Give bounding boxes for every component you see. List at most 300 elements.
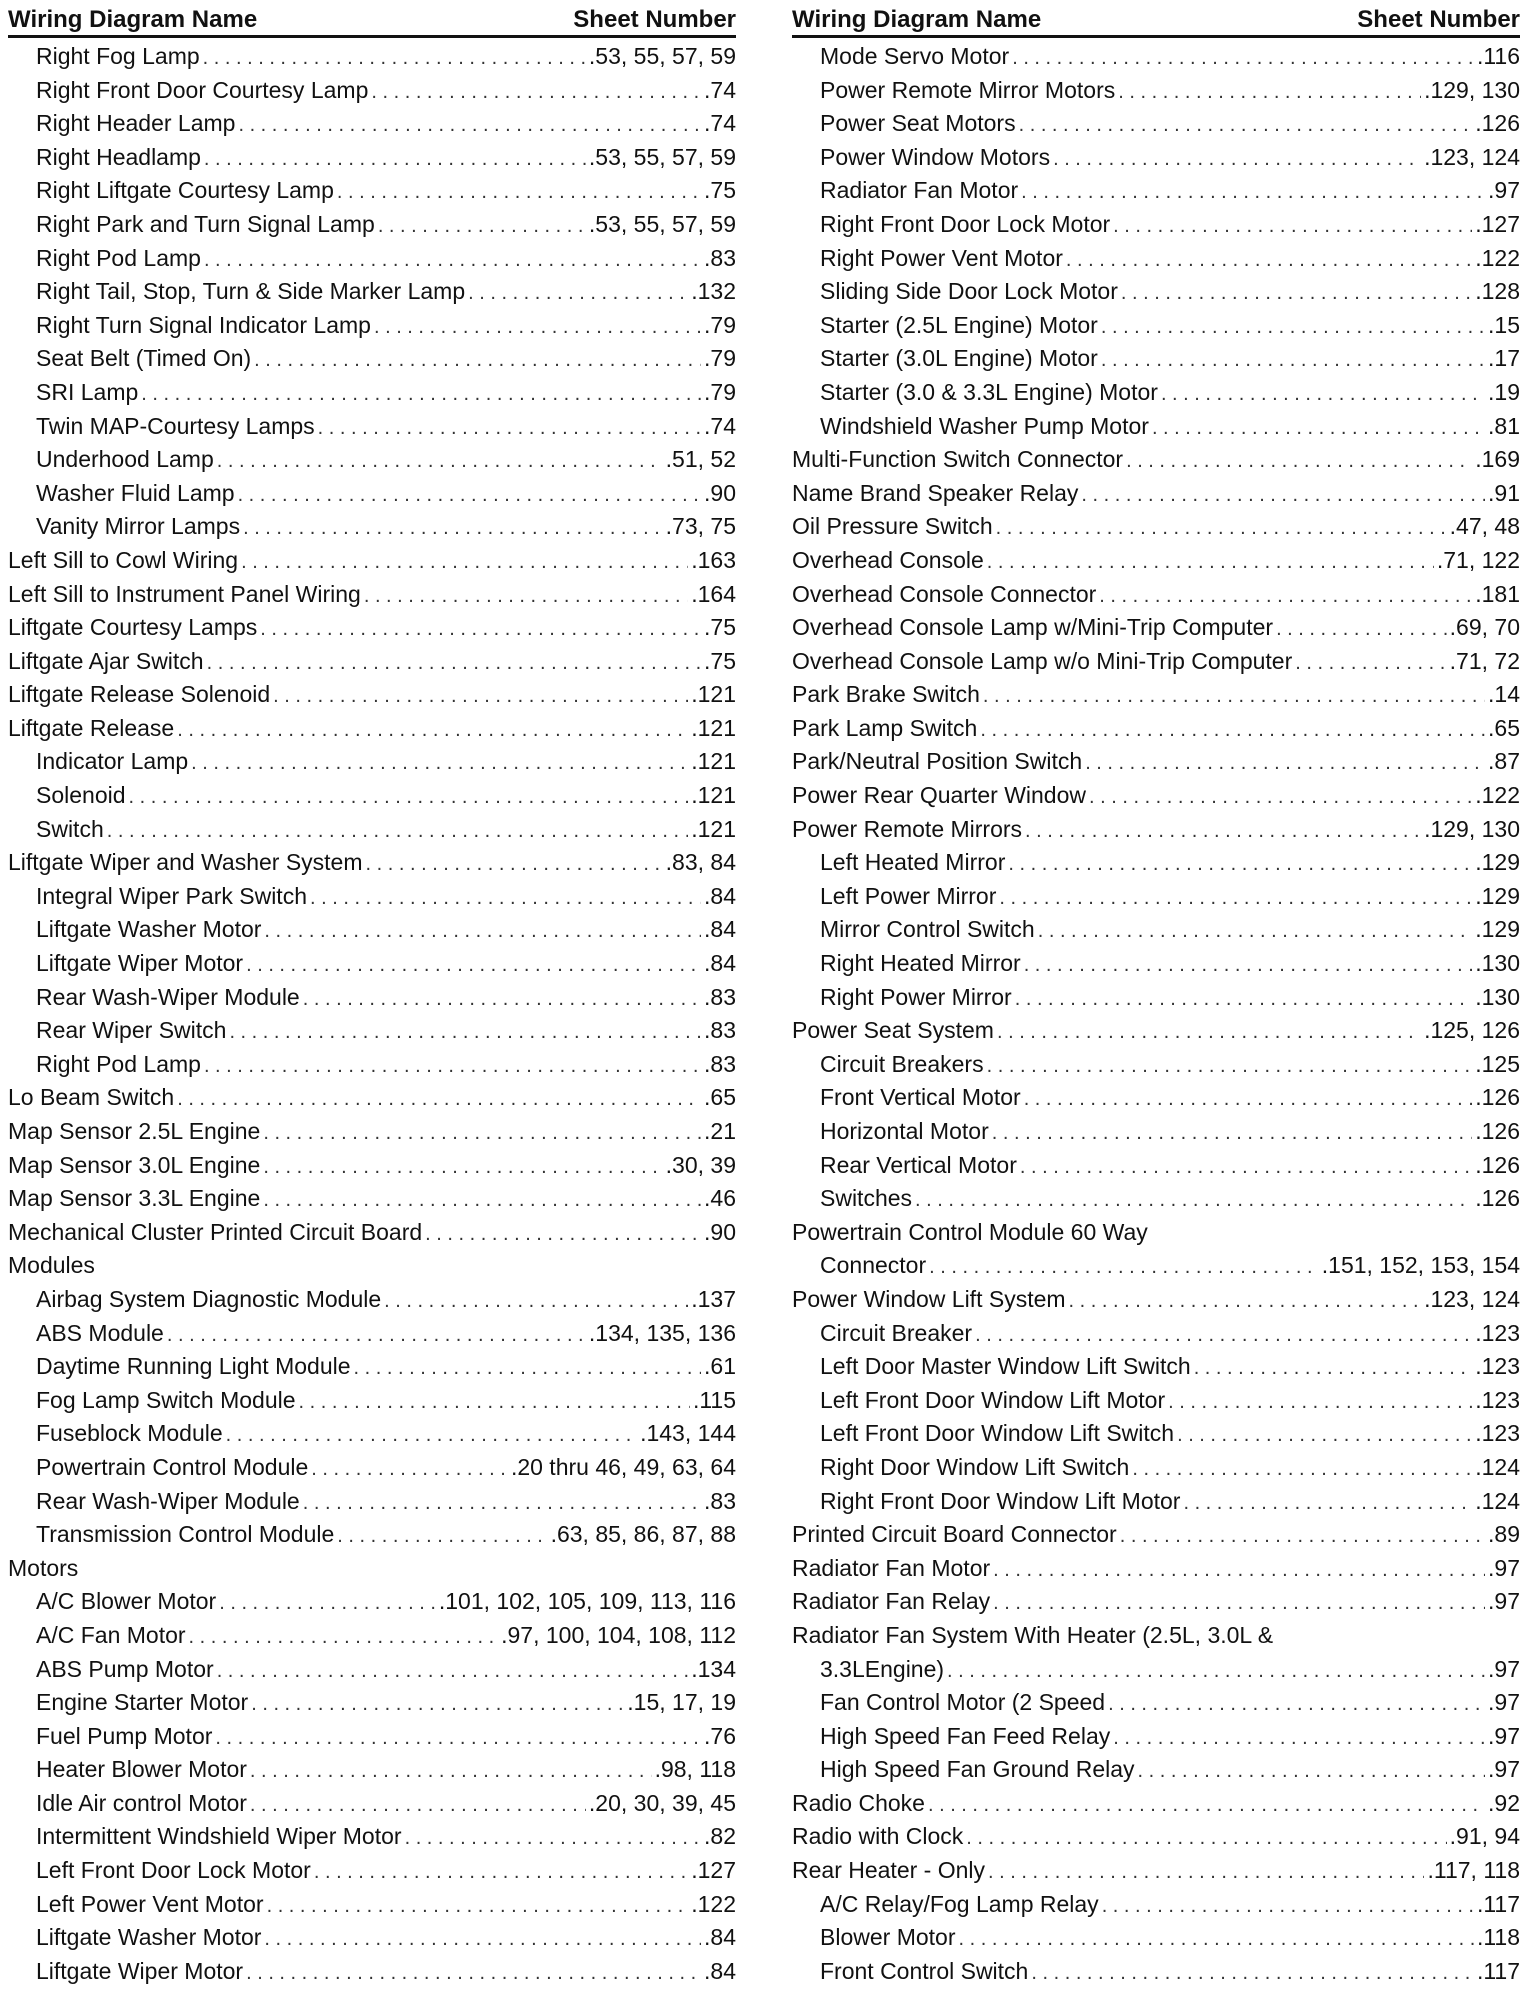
entry-name: 3.3LEngine) bbox=[820, 1655, 945, 1682]
entry-sheet-number: .118 bbox=[1476, 1924, 1520, 1951]
entry-sheet-number: .92 bbox=[1488, 1789, 1520, 1816]
entry-sheet-number: .123 bbox=[1475, 1420, 1520, 1447]
dot-leader bbox=[263, 1117, 701, 1151]
entry-name: Starter (2.5L Engine) Motor bbox=[820, 311, 1098, 338]
dot-leader bbox=[1015, 983, 1473, 1017]
entry-name: Rear Wash-Wiper Module bbox=[36, 1487, 300, 1514]
entry-name: ABS Module bbox=[36, 1319, 164, 1346]
index-entry bbox=[8, 275, 736, 309]
index-entry bbox=[8, 309, 736, 343]
index-entry bbox=[792, 74, 1520, 108]
dot-leader bbox=[107, 815, 688, 849]
entry-sheet-number: .47, 48 bbox=[1449, 513, 1520, 540]
index-entry bbox=[8, 846, 736, 880]
entry-sheet-number: .30, 39 bbox=[665, 1151, 736, 1178]
index-entry bbox=[8, 1417, 736, 1451]
dot-leader bbox=[371, 76, 701, 110]
index-entry bbox=[792, 1552, 1520, 1586]
entry-name: Liftgate Washer Motor bbox=[36, 1924, 262, 1951]
dot-leader bbox=[207, 647, 701, 681]
entry-sheet-number: .53, 55, 57, 59 bbox=[588, 143, 736, 170]
entry-name: Multi-Function Switch Connector bbox=[792, 446, 1124, 473]
index-entry bbox=[8, 645, 736, 679]
entry-sheet-number: .79 bbox=[704, 345, 736, 372]
entry-name: Starter (3.0L Engine) Motor bbox=[820, 345, 1098, 372]
entry-name: Mirror Control Switch bbox=[820, 916, 1035, 943]
dot-leader bbox=[141, 378, 701, 412]
dot-leader bbox=[217, 445, 663, 479]
index-entry bbox=[8, 1619, 736, 1653]
dot-leader bbox=[177, 1083, 701, 1117]
dot-leader bbox=[929, 1251, 1319, 1285]
index-entry bbox=[792, 174, 1520, 208]
dot-leader bbox=[246, 1957, 701, 1991]
entry-name: A/C Blower Motor bbox=[36, 1588, 217, 1615]
dot-leader bbox=[1177, 1419, 1472, 1453]
dot-leader bbox=[241, 546, 688, 580]
entry-name: Radio Choke bbox=[792, 1789, 925, 1816]
index-entry bbox=[8, 1820, 736, 1854]
dot-leader bbox=[1152, 412, 1485, 446]
entry-sheet-number: .123, 124 bbox=[1424, 143, 1520, 170]
index-entry bbox=[792, 1451, 1520, 1485]
index-entry bbox=[792, 645, 1520, 679]
entry-sheet-number: .123 bbox=[1475, 1386, 1520, 1413]
index-entry bbox=[8, 107, 736, 141]
dot-leader bbox=[203, 42, 586, 76]
entry-name: Radio with Clock bbox=[792, 1823, 964, 1850]
entry-name: Liftgate Wiper Motor bbox=[36, 950, 244, 977]
column-header bbox=[792, 6, 1520, 38]
wiring-diagram-name-heading: Wiring Diagram Name bbox=[8, 6, 258, 33]
dot-leader bbox=[204, 1050, 701, 1084]
entry-sheet-number: .130 bbox=[1475, 950, 1520, 977]
index-entry bbox=[792, 813, 1520, 847]
entry-name: Right Liftgate Courtesy Lamp bbox=[36, 177, 334, 204]
entry-sheet-number: .98, 118 bbox=[654, 1756, 736, 1783]
entry-sheet-number: .143, 144 bbox=[640, 1420, 736, 1447]
dot-leader bbox=[993, 1554, 1485, 1588]
sheet-number-heading: Sheet Number bbox=[1357, 6, 1520, 33]
entry-sheet-number: .15 bbox=[1488, 311, 1520, 338]
entry-sheet-number: .83 bbox=[704, 1017, 736, 1044]
entry-name: Modules bbox=[8, 1252, 95, 1279]
entry-sheet-number: .97 bbox=[1488, 1554, 1520, 1581]
index-entry bbox=[792, 1350, 1520, 1384]
entry-sheet-number: .126 bbox=[1475, 110, 1520, 137]
dot-leader bbox=[1138, 1755, 1485, 1789]
entry-sheet-number: .123 bbox=[1475, 1353, 1520, 1380]
index-entry bbox=[792, 107, 1520, 141]
entry-sheet-number: .97 bbox=[1488, 1722, 1520, 1749]
index-entry bbox=[8, 74, 736, 108]
dot-leader bbox=[299, 1386, 690, 1420]
index-entry bbox=[8, 578, 736, 612]
entry-sheet-number: .126 bbox=[1475, 1118, 1520, 1144]
index-entry bbox=[792, 678, 1520, 712]
index-entry bbox=[8, 544, 736, 578]
entry-name: Park Lamp Switch bbox=[792, 714, 978, 741]
entry-name: Sliding Side Door Lock Motor bbox=[820, 278, 1118, 305]
entry-sheet-number: .124 bbox=[1475, 1453, 1520, 1480]
entry-name: Left Power Mirror bbox=[820, 882, 997, 909]
entry-name: Right Pod Lamp bbox=[36, 244, 201, 271]
index-entry bbox=[792, 1720, 1520, 1754]
entry-sheet-number: .127 bbox=[691, 1857, 736, 1884]
entry-name: Park/Neutral Position Switch bbox=[792, 748, 1083, 775]
dot-leader bbox=[1126, 445, 1472, 479]
entry-sheet-number: .121 bbox=[691, 748, 736, 775]
index-entry bbox=[792, 1384, 1520, 1418]
entry-name: Printed Circuit Board Connector bbox=[792, 1521, 1117, 1548]
entry-name: Underhood Lamp bbox=[36, 446, 214, 473]
entry-name: Circuit Breakers bbox=[820, 1050, 984, 1077]
index-entry bbox=[8, 376, 736, 410]
entry-name: Power Seat System bbox=[792, 1017, 994, 1044]
entry-sheet-number: .79 bbox=[704, 311, 736, 338]
sheet-number-heading: Sheet Number bbox=[573, 6, 736, 33]
entry-sheet-number: .122 bbox=[1475, 782, 1520, 809]
entry-sheet-number: .169 bbox=[1475, 446, 1520, 473]
entry-sheet-number: .83, 84 bbox=[665, 849, 736, 876]
dot-leader bbox=[263, 1184, 701, 1218]
dot-leader bbox=[204, 143, 586, 177]
entry-name: Motors bbox=[8, 1554, 79, 1581]
index-entry bbox=[792, 242, 1520, 276]
entry-name: A/C Relay/Fog Lamp Relay bbox=[820, 1890, 1099, 1917]
index-entry bbox=[792, 275, 1520, 309]
index-entry bbox=[8, 1081, 736, 1115]
index-entry bbox=[8, 1149, 736, 1183]
entry-sheet-number: .83 bbox=[704, 244, 736, 271]
index-entry bbox=[792, 1753, 1520, 1787]
dot-leader bbox=[267, 1890, 689, 1924]
index-entry bbox=[8, 1921, 736, 1955]
index-entry bbox=[8, 1485, 736, 1519]
entry-name: ABS Pump Motor bbox=[36, 1655, 214, 1682]
entry-sheet-number: .164 bbox=[691, 580, 736, 607]
entry-name: Radiator Fan System With Heater (2.5L, 3.0L & bbox=[792, 1621, 1274, 1648]
entry-sheet-number: .83 bbox=[704, 1050, 736, 1077]
dot-leader bbox=[246, 949, 701, 983]
entry-sheet-number: .74 bbox=[704, 110, 736, 137]
index-entry bbox=[792, 1921, 1520, 1955]
entry-sheet-number: .123 bbox=[1475, 1319, 1520, 1346]
index-entry bbox=[792, 443, 1520, 477]
entry-name: Left Front Door Window Lift Motor bbox=[820, 1386, 1166, 1413]
index-entry bbox=[792, 1585, 1520, 1619]
entry-sheet-number: .122 bbox=[1475, 244, 1520, 271]
index-entry bbox=[792, 1518, 1520, 1552]
index-entry bbox=[792, 1787, 1520, 1821]
entry-sheet-number: .115 bbox=[692, 1386, 736, 1413]
dot-leader bbox=[250, 1755, 652, 1789]
entry-name: Twin MAP-Courtesy Lamps bbox=[36, 412, 315, 439]
dot-leader bbox=[1053, 143, 1421, 177]
dot-leader bbox=[217, 1655, 689, 1689]
dot-leader bbox=[384, 1285, 688, 1319]
index-entry bbox=[8, 1653, 736, 1687]
left-column bbox=[8, 6, 736, 1988]
dot-leader bbox=[337, 1520, 547, 1554]
index-entry bbox=[8, 1048, 736, 1082]
dot-leader bbox=[229, 1016, 701, 1050]
dot-leader bbox=[1024, 1083, 1473, 1117]
dot-leader bbox=[250, 1789, 586, 1823]
entry-name: Map Sensor 2.5L Engine bbox=[8, 1118, 261, 1144]
index-entry bbox=[792, 578, 1520, 612]
entry-sheet-number: .91 bbox=[1488, 479, 1520, 506]
entry-sheet-number: .20 thru 46, 49, 63, 64 bbox=[510, 1453, 736, 1480]
entry-name: Switch bbox=[36, 815, 104, 842]
entry-sheet-number: .74 bbox=[704, 412, 736, 439]
dot-leader bbox=[273, 680, 688, 714]
entry-name: Power Rear Quarter Window bbox=[792, 782, 1086, 809]
dot-leader bbox=[1069, 1285, 1422, 1319]
entry-name: Rear Wiper Switch bbox=[36, 1017, 227, 1044]
dot-leader bbox=[215, 1722, 701, 1756]
dot-leader bbox=[219, 1587, 436, 1621]
dot-leader bbox=[1120, 1520, 1485, 1554]
entry-name: Mode Servo Motor bbox=[820, 43, 1010, 69]
dot-leader bbox=[1038, 915, 1473, 949]
entry-sheet-number: .126 bbox=[1475, 1084, 1520, 1111]
dot-leader bbox=[958, 1923, 1473, 1957]
dot-leader bbox=[337, 176, 701, 210]
entry-name: Radiator Fan Motor bbox=[792, 1554, 991, 1581]
index-entry bbox=[8, 947, 736, 981]
entry-sheet-number: .125 bbox=[1475, 1050, 1520, 1077]
index-entry bbox=[8, 880, 736, 914]
entry-sheet-number: .134, 135, 136 bbox=[588, 1319, 736, 1346]
entry-sheet-number: .21 bbox=[704, 1118, 736, 1144]
dot-leader bbox=[1108, 1688, 1485, 1722]
entry-sheet-number: .97 bbox=[1488, 1588, 1520, 1615]
index-entry bbox=[792, 510, 1520, 544]
index-entry bbox=[792, 947, 1520, 981]
entry-name: Daytime Running Light Module bbox=[36, 1353, 351, 1380]
index-entry bbox=[8, 410, 736, 444]
entry-name: Right Header Lamp bbox=[36, 110, 236, 137]
index-entry bbox=[792, 913, 1520, 947]
entry-sheet-number: .123, 124 bbox=[1424, 1285, 1520, 1312]
dot-leader bbox=[318, 412, 701, 446]
dot-leader bbox=[260, 613, 701, 647]
entry-sheet-number: .17 bbox=[1488, 345, 1520, 372]
dot-leader bbox=[311, 1453, 508, 1487]
entry-name: Front Vertical Motor bbox=[820, 1084, 1021, 1111]
index-entry bbox=[792, 1686, 1520, 1720]
dot-leader bbox=[1081, 479, 1485, 513]
dot-leader bbox=[303, 1487, 701, 1521]
dot-leader bbox=[947, 1655, 1485, 1689]
dot-leader bbox=[1025, 815, 1421, 849]
dot-leader bbox=[354, 1352, 702, 1386]
index-entry bbox=[792, 1820, 1520, 1854]
entry-name: Overhead Console Lamp w/o Mini-Trip Computer bbox=[792, 647, 1293, 674]
entry-name: High Speed Fan Feed Relay bbox=[820, 1722, 1111, 1749]
index-entry bbox=[792, 1317, 1520, 1351]
index-entry bbox=[8, 779, 736, 813]
entry-name: Integral Wiper Park Switch bbox=[36, 882, 307, 909]
dot-leader bbox=[1101, 311, 1485, 345]
index-entry bbox=[8, 443, 736, 477]
dot-leader bbox=[425, 1218, 701, 1252]
index-entry bbox=[792, 1955, 1520, 1989]
entry-sheet-number: .125, 126 bbox=[1424, 1017, 1520, 1044]
index-entry bbox=[8, 1350, 736, 1384]
entry-sheet-number: .75 bbox=[704, 614, 736, 641]
entry-name: Left Sill to Instrument Panel Wiring bbox=[8, 580, 361, 607]
entry-name: Heater Blower Motor bbox=[36, 1756, 247, 1783]
index-entry bbox=[8, 745, 736, 779]
dot-leader bbox=[264, 915, 701, 949]
dot-leader bbox=[177, 714, 688, 748]
entry-sheet-number: .87 bbox=[1488, 748, 1520, 775]
entry-name: Right Front Door Courtesy Lamp bbox=[36, 76, 369, 103]
entry-name: Overhead Console Connector bbox=[792, 580, 1097, 607]
entry-name: Mechanical Cluster Printed Circuit Board bbox=[8, 1218, 423, 1245]
entry-name: Rear Wash-Wiper Module bbox=[36, 983, 300, 1010]
entry-name: Solenoid bbox=[36, 782, 126, 809]
index-entry bbox=[8, 1451, 736, 1485]
entry-sheet-number: .130 bbox=[1475, 983, 1520, 1010]
index-entry bbox=[792, 981, 1520, 1015]
index-entry bbox=[792, 1619, 1520, 1653]
entry-sheet-number: .53, 55, 57, 59 bbox=[588, 43, 736, 69]
entry-name: Liftgate Washer Motor bbox=[36, 916, 262, 943]
index-entry bbox=[792, 1048, 1520, 1082]
entry-name: Radiator Fan Relay bbox=[792, 1588, 991, 1615]
entry-sheet-number: .97 bbox=[1488, 1689, 1520, 1716]
dot-leader bbox=[1020, 1151, 1472, 1185]
dot-leader bbox=[987, 546, 1434, 580]
dot-leader bbox=[310, 882, 701, 916]
entry-sheet-number: .81 bbox=[1488, 412, 1520, 439]
dot-leader bbox=[314, 1856, 688, 1890]
entry-sheet-number: .46 bbox=[704, 1185, 736, 1212]
entry-name: Windshield Washer Pump Motor bbox=[820, 412, 1149, 439]
entry-sheet-number: .69, 70 bbox=[1449, 614, 1520, 641]
entry-sheet-number: .97 bbox=[1488, 1655, 1520, 1682]
entry-sheet-number: .84 bbox=[704, 916, 736, 943]
dot-leader bbox=[1121, 277, 1472, 311]
dot-leader bbox=[468, 277, 688, 311]
dot-leader bbox=[997, 1016, 1421, 1050]
dot-leader bbox=[992, 1117, 1473, 1151]
entry-name: Intermittent Windshield Wiper Motor bbox=[36, 1823, 402, 1850]
index-entry bbox=[8, 1182, 736, 1216]
entry-name: Left Power Vent Motor bbox=[36, 1890, 264, 1917]
index-entry bbox=[792, 779, 1520, 813]
index-entry bbox=[792, 544, 1520, 578]
index-entry bbox=[792, 745, 1520, 779]
entry-sheet-number: .134 bbox=[691, 1655, 736, 1682]
index-entry bbox=[8, 174, 736, 208]
index-entry bbox=[792, 1485, 1520, 1519]
index-entry bbox=[792, 1417, 1520, 1451]
index-entry bbox=[8, 1115, 736, 1149]
dot-leader bbox=[1012, 42, 1474, 76]
dot-leader bbox=[263, 1151, 662, 1185]
dot-leader bbox=[254, 344, 701, 378]
entry-sheet-number: .65 bbox=[1488, 714, 1520, 741]
dot-leader bbox=[1066, 244, 1472, 278]
entry-name: Front Control Switch bbox=[820, 1957, 1029, 1984]
dot-leader bbox=[928, 1789, 1485, 1823]
index-entry bbox=[8, 1518, 736, 1552]
dot-leader bbox=[374, 311, 701, 345]
entry-sheet-number: .117, 118 bbox=[1427, 1857, 1520, 1884]
entry-sheet-number: .14 bbox=[1488, 681, 1520, 708]
dot-leader bbox=[1101, 344, 1485, 378]
dot-leader bbox=[364, 580, 688, 614]
entry-name: Idle Air control Motor bbox=[36, 1789, 247, 1816]
index-entry bbox=[792, 1854, 1520, 1888]
entry-name: Rear Heater - Only bbox=[792, 1857, 986, 1884]
entry-sheet-number: .15, 17, 19 bbox=[627, 1689, 736, 1716]
index-entry bbox=[792, 141, 1520, 175]
entry-name: Engine Starter Motor bbox=[36, 1689, 249, 1716]
entry-sheet-number: .137 bbox=[691, 1285, 736, 1312]
dot-leader bbox=[1113, 210, 1472, 244]
entry-sheet-number: .129, 130 bbox=[1424, 76, 1520, 103]
index-entry bbox=[8, 1249, 736, 1283]
index-entry bbox=[8, 1317, 736, 1351]
entry-sheet-number: .127 bbox=[1475, 210, 1520, 237]
entry-name: Fuel Pump Motor bbox=[36, 1722, 213, 1749]
index-entry bbox=[792, 410, 1520, 444]
entry-name: Switches bbox=[820, 1185, 913, 1212]
entry-name: Fan Control Motor (2 Speed bbox=[820, 1689, 1106, 1716]
dot-leader bbox=[966, 1822, 1446, 1856]
entry-name: Right Headlamp bbox=[36, 143, 201, 170]
index-entry bbox=[792, 376, 1520, 410]
dot-leader bbox=[1132, 1453, 1472, 1487]
entry-name: Liftgate Courtesy Lamps bbox=[8, 614, 258, 641]
index-list-right bbox=[792, 40, 1520, 1988]
index-entry bbox=[792, 1182, 1520, 1216]
dot-leader bbox=[980, 714, 1485, 748]
dot-leader bbox=[167, 1319, 586, 1353]
index-list-left bbox=[8, 40, 736, 1988]
dot-leader bbox=[1019, 109, 1473, 143]
entry-name: Horizontal Motor bbox=[820, 1118, 989, 1144]
dot-leader bbox=[238, 109, 701, 143]
entry-name: Overhead Console Lamp w/Mini-Trip Computer bbox=[792, 614, 1274, 641]
index-entry bbox=[8, 981, 736, 1015]
entry-name: Map Sensor 3.0L Engine bbox=[8, 1151, 261, 1178]
entry-sheet-number: .75 bbox=[704, 647, 736, 674]
entry-sheet-number: .65 bbox=[704, 1084, 736, 1111]
entry-name: Liftgate Release bbox=[8, 714, 175, 741]
entry-name: Lo Beam Switch bbox=[8, 1084, 175, 1111]
index-entry bbox=[8, 678, 736, 712]
dot-leader bbox=[1295, 647, 1446, 681]
entry-sheet-number: .84 bbox=[704, 1957, 736, 1984]
entry-name: Liftgate Wiper and Washer System bbox=[8, 849, 363, 876]
index-entry bbox=[8, 510, 736, 544]
dot-leader bbox=[189, 1621, 499, 1655]
entry-name: Oil Pressure Switch bbox=[792, 513, 993, 540]
entry-name: Airbag System Diagnostic Module bbox=[36, 1285, 382, 1312]
dot-leader bbox=[1194, 1352, 1473, 1386]
entry-name: Starter (3.0 & 3.3L Engine) Motor bbox=[820, 378, 1158, 405]
entry-name: Power Window Lift System bbox=[792, 1285, 1066, 1312]
dot-leader bbox=[366, 848, 663, 882]
entry-name: Right Front Door Lock Motor bbox=[820, 210, 1111, 237]
dot-leader bbox=[1276, 613, 1447, 647]
